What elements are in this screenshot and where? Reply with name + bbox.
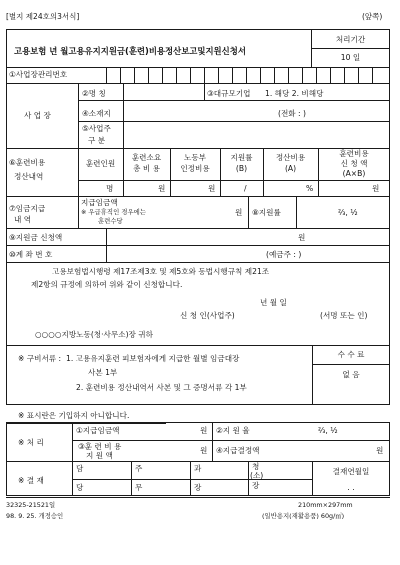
footer-paper-type: (일반용지(재활용품) 60g/㎡) [262,512,345,520]
office-rate-options[interactable]: ⅔, ½ [318,426,338,435]
footer-code: 32325-21521일 [6,501,56,509]
wage-rate-options[interactable]: ⅔, ½ [338,208,358,217]
apply-amount-unit[interactable]: 원 [298,233,306,242]
office-cost-label-line2: 지 원 액 [86,451,113,460]
page-side-label: (앞쪽) [362,12,383,21]
office-cost-label-line1: ③훈 련 비 용 [78,442,122,451]
office-rate-label: ②지 원 율 [216,426,250,435]
paid-wage-note-line1: ※ 우급휴직인 경우에는 [81,208,146,216]
account-number-label: ⑩계 좌 번 호 [9,250,53,259]
applicant-label: 신 청 인(사업주) [180,311,235,320]
apply-cost-unit[interactable]: 원 [372,184,380,193]
paid-wage-label: 지급임금액 [81,198,118,207]
apply-cost-header-line2: 신 청 액 [340,159,368,168]
apply-amount-label: ⑨지원금 신청액 [9,233,63,242]
approval-chief-middle: (소) [250,471,264,480]
approval-date-value[interactable]: . . [347,483,355,492]
settlement-unit[interactable]: % [306,184,314,193]
owner-type-label: ⑤사업주 [82,124,111,133]
approval-manager-bottom: 장 [194,483,202,492]
approval-officer-bottom: 무 [135,483,143,492]
approval-officer-top: 주 [135,464,143,473]
attachment-item-1b: 사본 1부 [88,368,118,377]
labor-cost-header-line1: 노동부 [183,153,206,162]
large-company-options[interactable]: 1. 해당 2. 비해당 [265,89,324,98]
phone-label[interactable]: (전화 : ) [278,109,306,118]
office-paid-wage-unit[interactable]: 원 [200,426,208,435]
footer-paper-size: 210mm×297mm [298,501,353,509]
paid-wage-note-line2: 훈련수당 [98,217,123,225]
office-cost-unit[interactable]: 원 [200,446,208,455]
fee-value: 없 음 [342,370,360,379]
declaration-date[interactable]: 년 월 일 [260,298,287,307]
support-rate-header-line1: 지원률 [230,153,253,162]
training-cost-label: ⑥훈련비용 [9,158,46,167]
account-holder-label[interactable]: (예금주 : ) [266,250,302,259]
large-company-label: ③대규모기업 [207,89,251,98]
form-code: [별지 제24호의3서식] [6,12,80,21]
trainees-column-header: 훈련인원 [85,159,116,168]
declaration-line2: 제2항의 규정에 의하여 위와 같이 신청합니다. [31,280,183,289]
training-cost-sub-label: 정산내역 [14,172,44,181]
footer-approval-date: 98. 9. 25. 개정승인 [6,512,64,520]
labor-cost-header-line2: 인정비용 [180,164,210,173]
wage-section-label: ⑦임금지급 [9,204,46,213]
approval-manager-top: 과 [194,464,202,473]
apply-cost-header-line1: 훈련비용 [339,149,369,158]
approval-staff-bottom: 당 [76,483,84,492]
support-rate-header-line2: (B) [235,164,248,173]
attachment-item-2: 2. 훈련비용 정산내역서 사본 및 그 증명서류 각 1부 [76,383,247,392]
total-cost-header-line2: 총 비 용 [133,164,160,173]
approval-label: ※ 결 재 [18,476,44,485]
approval-chief-bottom: 장 [252,481,260,490]
business-number-boxes[interactable] [106,67,390,83]
attachment-item-1: 1. 고용유지훈련 피보험자에게 지급한 월별 임금대장 [66,354,240,363]
employer-group-label: 사 업 장 [24,111,51,120]
approval-date-label: 결재연월일 [332,467,370,476]
wage-rate-label: ⑧지원률 [252,208,281,217]
total-cost-unit[interactable]: 원 [158,184,166,193]
attachments-label: ※ 구비서류 : [18,354,62,363]
total-cost-header-line1: 훈련소요 [131,153,162,162]
business-number-label: ①사업장관리번호 [9,70,68,79]
employer-name-label: ②명 칭 [82,89,106,98]
address-label: ④소재지 [82,109,111,118]
trainees-unit[interactable]: 명 [106,184,114,193]
settlement-header-line2: (A) [284,164,297,173]
declaration-line1: 고용보험법시행령 제17조제3호 및 제5호와 동법시행규칙 제21조 [52,267,270,276]
processing-label: ※ 처 리 [18,438,44,447]
office-use-notice: ※ 표시란은 기입하지 아니합니다. [18,411,130,420]
settlement-header-line1: 정산비용 [275,153,306,162]
owner-type-sub-label: 구 분 [88,136,106,145]
office-decided-unit[interactable]: 원 [376,446,384,455]
support-rate-unit[interactable]: / [244,184,247,193]
processing-period-value: 10 일 [340,53,361,62]
addressee: ○○○○지방노동(청·사무소)장 귀하 [35,330,153,339]
labor-cost-unit[interactable]: 원 [208,184,216,193]
form-title: 고용보험 년 월고용유지지원금(훈련)비용정산보고및지원신청서 [14,46,246,56]
office-decided-label: ④지급결정액 [216,446,260,455]
wage-section-sub-label: 내 역 [14,215,32,224]
approval-chief-top: 청 [252,462,260,471]
paid-wage-unit[interactable]: 원 [235,208,243,217]
office-paid-wage-label: ①지급임금액 [76,426,120,435]
processing-period-label: 처리기간 [335,35,366,44]
approval-staff-top: 담 [76,464,84,473]
fee-label: 수 수 료 [337,350,365,359]
signature-label[interactable]: (서명 또는 인) [320,311,368,320]
employer-name-field[interactable] [124,84,204,100]
apply-cost-header-line3: (A×B) [342,169,366,178]
